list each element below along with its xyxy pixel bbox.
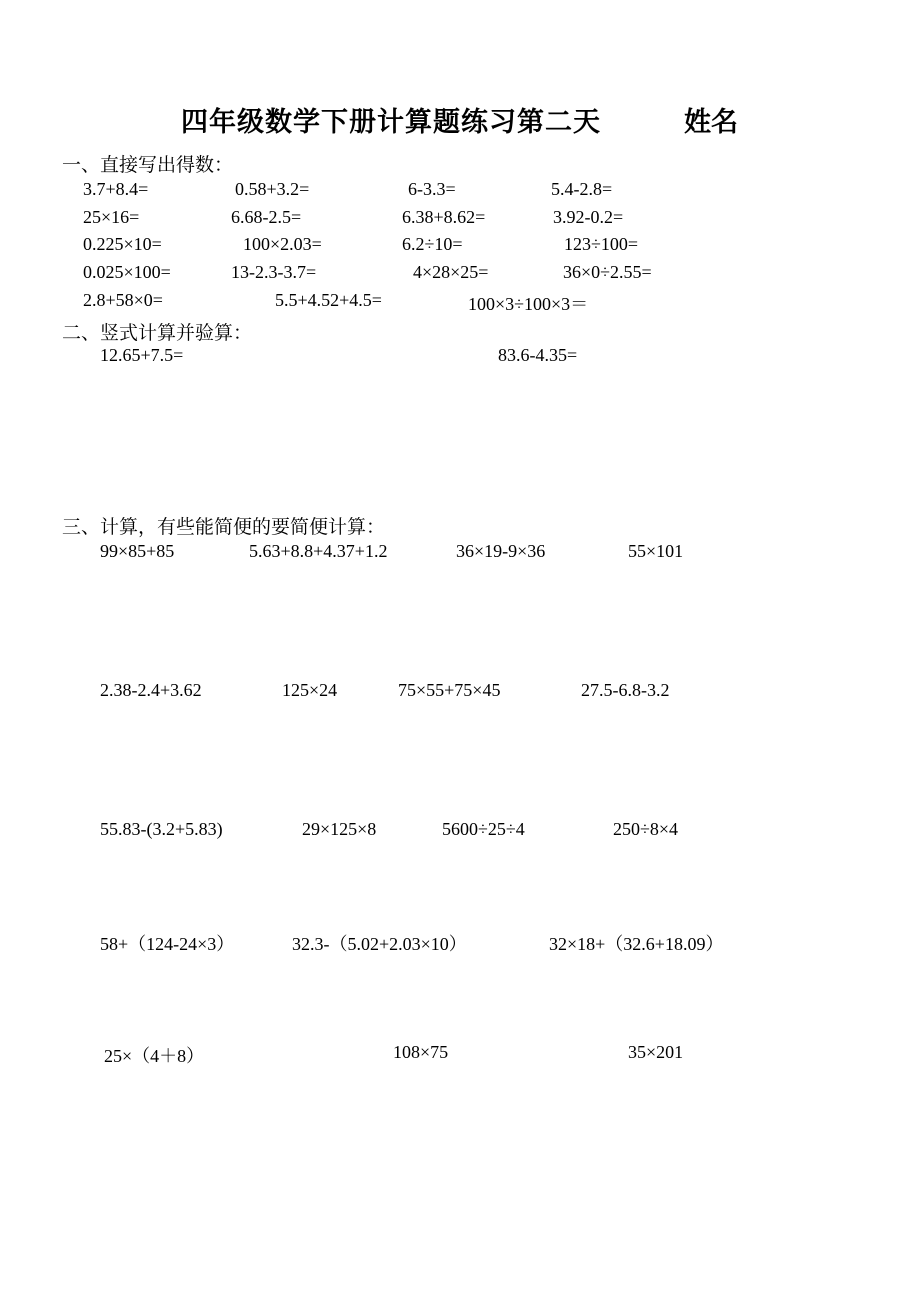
problem: 5.4-2.8= <box>551 179 613 199</box>
name-label: 姓名 <box>684 107 738 138</box>
problem: 5.5+4.52+4.5= <box>275 290 382 310</box>
problem: 13-2.3-3.7= <box>231 262 317 282</box>
problem: 0.225×10= <box>83 234 162 254</box>
problem: 99×85+85 <box>100 541 175 561</box>
problem: 6.2÷10= <box>402 234 463 254</box>
problem: 3.92-0.2= <box>553 207 624 227</box>
section3-heading: 三、计算，有些能简便的要简便计算： <box>62 516 386 538</box>
problem: 2.38-2.4+3.62 <box>100 680 202 700</box>
problem: 55.83-(3.2+5.83) <box>100 819 223 839</box>
problem: 123÷100= <box>564 234 639 254</box>
problem: 100×2.03= <box>243 234 322 254</box>
problem: 6.38+8.62= <box>402 207 486 227</box>
problem: 4×28×25= <box>413 262 489 282</box>
problem: 0.025×100= <box>83 262 171 282</box>
problem: 100×3÷100×3＝ <box>468 294 589 314</box>
problem: 35×201 <box>628 1042 684 1062</box>
problem: 55×101 <box>628 541 684 561</box>
problem: 3.7+8.4= <box>83 179 149 199</box>
problem: 75×55+75×45 <box>398 680 501 700</box>
problem: 27.5-6.8-3.2 <box>581 680 670 700</box>
problem: 36×0÷2.55= <box>563 262 652 282</box>
problem: 32.3-（5.02+2.03×10） <box>292 934 467 954</box>
problem: 108×75 <box>393 1042 449 1062</box>
problem: 25×（4＋8） <box>104 1046 205 1066</box>
problem: 6-3.3= <box>408 179 456 199</box>
section1-heading: 一、直接写出得数： <box>62 154 234 176</box>
problem: 0.58+3.2= <box>235 179 310 199</box>
problem: 5.63+8.8+4.37+1.2 <box>249 541 388 561</box>
problem: 58+（124-24×3） <box>100 934 235 954</box>
problem: 83.6-4.35= <box>498 345 578 365</box>
problem: 2.8+58×0= <box>83 290 163 310</box>
problem: 250÷8×4 <box>613 819 679 839</box>
problem: 6.68-2.5= <box>231 207 302 227</box>
problem: 32×18+（32.6+18.09） <box>549 934 724 954</box>
problem: 5600÷25÷4 <box>442 819 525 839</box>
section2-heading: 二、竖式计算并验算： <box>62 322 253 344</box>
problem: 125×24 <box>282 680 338 700</box>
problem: 12.65+7.5= <box>100 345 184 365</box>
problem: 25×16= <box>83 207 140 227</box>
problem: 29×125×8 <box>302 819 377 839</box>
problem: 36×19-9×36 <box>456 541 546 561</box>
page-title: 四年级数学下册计算题练习第二天 <box>181 107 601 138</box>
